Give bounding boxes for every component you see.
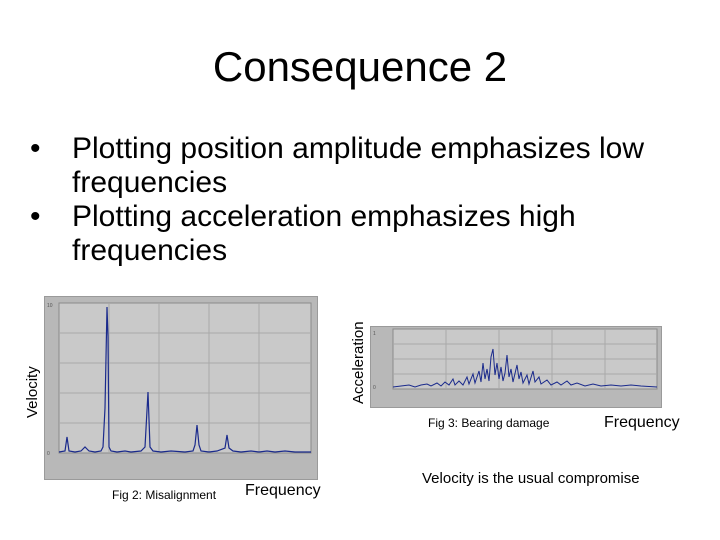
bullet-item — [30, 200, 710, 268]
summary-note: Velocity is the usual compromise — [422, 470, 640, 487]
fig2-x-axis-label: Frequency — [245, 482, 321, 499]
fig2-y-axis-label: Velocity — [24, 366, 41, 418]
bullet-text: Plotting acceleration emphasizes high frequencies — [72, 200, 576, 267]
fig2-spectrum-svg — [45, 297, 317, 479]
fig3-tick-label: 1 — [373, 331, 376, 337]
bullet-item — [30, 132, 710, 200]
fig2-caption: Fig 2: Misalignment — [112, 488, 217, 502]
bullet-list — [30, 132, 710, 268]
fig3-caption: Fig 3: Bearing damage — [428, 416, 550, 430]
fig3-tick-label: 0 — [373, 385, 376, 391]
bullet-glyph: • — [30, 200, 41, 233]
fig2-spectrum-plot — [44, 296, 318, 480]
fig3-spectrum-svg — [371, 327, 661, 407]
fig3-spectrum-plot — [370, 326, 662, 408]
bullet-glyph: • — [30, 132, 41, 165]
bullet-text: Plotting position amplitude emphasizes low frequencies — [72, 132, 644, 199]
fig3-y-axis-label: Acceleration — [350, 321, 367, 404]
fig2-tick-label: 10 — [47, 303, 53, 309]
fig3-x-axis-label: Frequency — [604, 414, 680, 431]
slide-title: Consequence 2 — [212, 43, 508, 90]
fig2-tick-label: 0 — [47, 451, 50, 457]
